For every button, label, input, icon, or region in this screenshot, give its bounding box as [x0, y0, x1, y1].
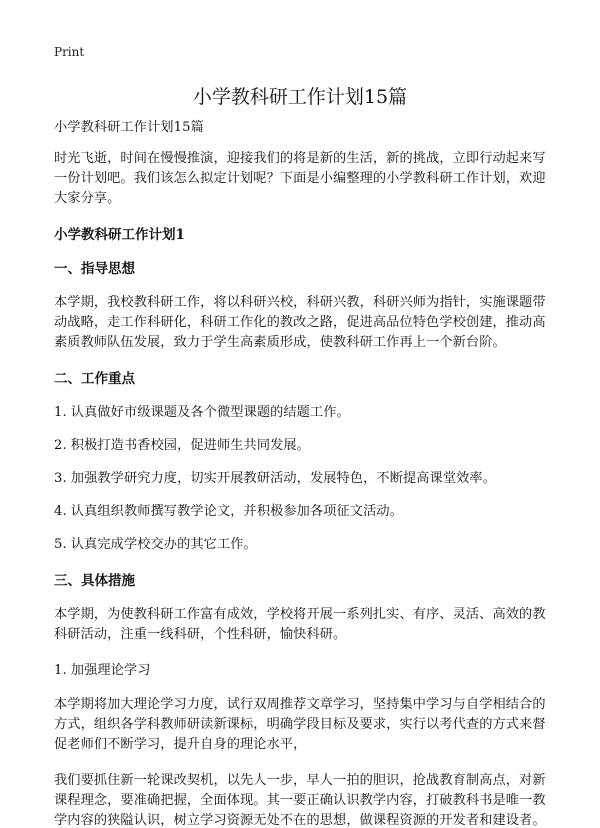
list-number: 4. [54, 504, 67, 519]
section-paragraph: 本学期将加大理论学习力度，试行双周推荐文章学习，坚持集中学习与自学相结合的方式，组织各学科教师研读新课标，明确学段目标及要求，实行以考代查的方式来督促老师们不断学习，提升自身的理论水平， [54, 697, 546, 752]
list-text: 认真做好市级课题及各个微型课题的结题工作。 [70, 405, 350, 420]
list-item [54, 403, 550, 423]
list-item [54, 469, 550, 489]
list-item [54, 436, 550, 456]
intro-paragraph: 时光飞逝，时间在慢慢推演，迎接我们的将是新的生活，新的挑战，立即行动起来写一份计划吧。我们该怎么拟定计划呢？下面是小编整理的小学教科研工作计划，欢迎大家分享。 [54, 151, 546, 206]
list-text: 积极打造书香校园，促进师生共同发展。 [70, 438, 310, 453]
print-label[interactable]: Print [54, 45, 85, 59]
list-text: 加强教学研究力度，切实开展教研活动，发展特色，不断提高课堂效率。 [70, 471, 496, 486]
section-paragraph: 本学期，我校教科研工作，将以科研兴校，科研兴教，科研兴师为指针，实施课题带动战略，走工作科研化，科研工作化的教改之路，促进高品位特色学校创建，推动高素质教师队伍发展，致力于学生高素质形成，使教科研工作再上一个新台阶。 [54, 295, 546, 350]
plan-heading: 小学教科研工作计划1 [54, 227, 185, 243]
document-title: 小学教科研工作计划15篇 [192, 86, 408, 108]
section-paragraph: 我们要抓住新一轮课改契机，以先人一步，早人一拍的胆识，抢战教育制高点，对新课程理念，要准确把握，全面体现。其一要正确认识教学内容，打破教科书是唯一教学内容的狭隘认识，树立学习资源无处不在的思想，做课程资源的开发者和建设者。 [54, 773, 546, 828]
section-heading-work-focus: 二、工作重点 [54, 371, 135, 387]
document-body [54, 118, 550, 828]
list-number: 3. [54, 471, 67, 486]
list-item [54, 502, 550, 522]
list-text: 认真组织教师撰写教学论文，并积极参加各项征文活动。 [70, 504, 403, 519]
list-number: 2. [54, 438, 67, 453]
list-number: 1. [54, 405, 67, 420]
subsection-item [54, 661, 550, 681]
list-item [54, 535, 550, 555]
section-heading-measures: 三、具体措施 [54, 573, 135, 589]
list-number: 1. [54, 663, 67, 678]
list-number: 5. [54, 537, 67, 552]
section-paragraph: 本学期，为使教科研工作富有成效，学校将开展一系列扎实、有序、灵活、高效的教科研活动，注重一线科研，个性科研，愉快科研。 [54, 607, 546, 642]
document-subtitle: 小学教科研工作计划15篇 [54, 120, 204, 135]
list-text: 加强理论学习 [70, 663, 151, 678]
section-heading-guiding-ideas: 一、指导思想 [54, 261, 135, 277]
list-text: 认真完成学校交办的其它工作。 [70, 537, 257, 552]
